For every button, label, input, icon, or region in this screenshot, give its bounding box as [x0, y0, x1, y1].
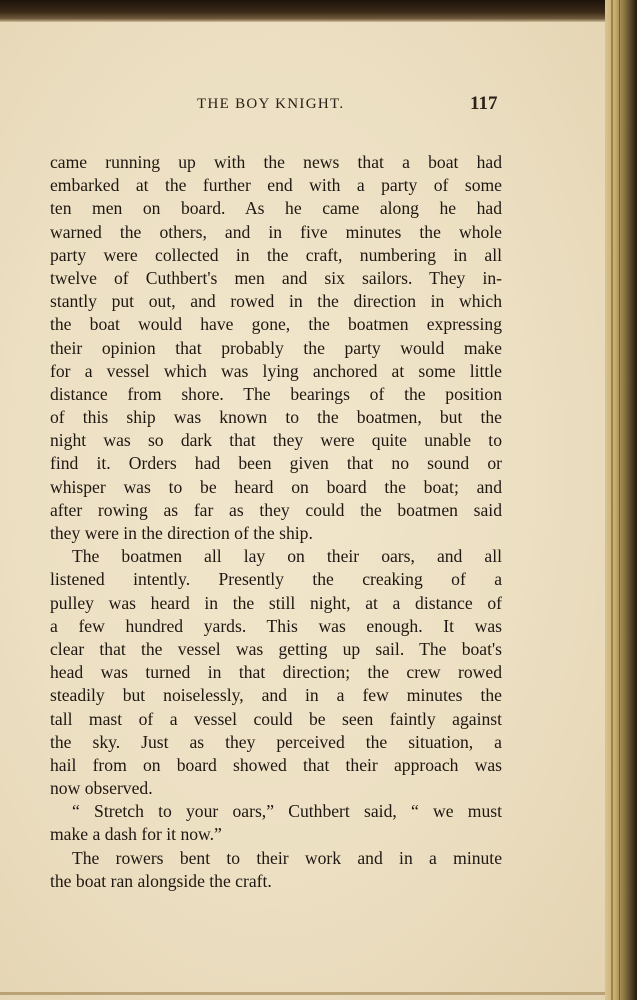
text-line: twelve of Cuthbert's men and six sailors. They in- — [50, 267, 502, 288]
text-line: find it. Orders had been given that no sound or — [50, 453, 502, 474]
text-line: make a dash for it now.” — [50, 824, 222, 845]
running-title: THE BOY KNIGHT. — [197, 96, 345, 112]
text-line: stantly put out, and rowed in the direction in which — [50, 291, 502, 312]
text-line: for a vessel which was lying anchored at some little — [50, 360, 502, 381]
text-line: of this ship was known to the boatmen, but the — [50, 407, 502, 428]
text-line: the sky. Just as they perceived the situation, a — [50, 731, 502, 752]
book-top-edge — [0, 0, 637, 22]
text-line: clear that the vessel was getting up sail. The boat's — [50, 638, 502, 659]
text-line: head was turned in that direction; the crew rowed — [50, 662, 502, 683]
body-text — [50, 151, 502, 893]
running-head — [0, 93, 605, 120]
text-line: came running up with the news that a boat had — [50, 152, 502, 172]
text-line: night was so dark that they were quite unable to — [50, 430, 502, 451]
text-line: whisper was to be heard on board the boat; and — [50, 476, 502, 497]
text-line: “ Stretch to your oars,” Cuthbert said, “ we must — [72, 801, 502, 822]
text-line: steadily but noiselessly, and in a few minutes the — [50, 685, 502, 706]
text-line: ten men on board. As he came along he had — [50, 198, 502, 219]
text-line: warned the others, and in five minutes the whole — [50, 221, 502, 242]
text-line: listened intently. Presently the creaking of a — [50, 569, 502, 590]
book-page-edges — [605, 0, 637, 1000]
text-line: a few hundred yards. This was enough. It was — [50, 615, 502, 636]
text-line: now observed. — [50, 778, 153, 799]
text-line: The boatmen all lay on their oars, and all — [72, 546, 502, 567]
text-line: they were in the direction of the ship. — [50, 523, 313, 543]
text-line: The rowers bent to their work and in a minute — [72, 847, 502, 868]
text-line: tall mast of a vessel could be seen faintly against — [50, 708, 502, 729]
text-line: the boat would have gone, the boatmen expressing — [50, 314, 502, 335]
text-line: distance from shore. The bearings of the position — [50, 383, 502, 404]
text-line: hail from on board showed that their approach was — [50, 754, 502, 775]
text-line: after rowing as far as they could the boatmen said — [50, 499, 502, 520]
text-line: pulley was heard in the still night, at a distance of — [50, 592, 502, 613]
text-line: their opinion that probably the party would make — [50, 337, 502, 358]
text-line: party were collected in the craft, numbering in all — [50, 244, 502, 265]
page-bottom-edge — [0, 992, 605, 995]
page-number: 117 — [470, 93, 498, 114]
text-line: the boat ran alongside the craft. — [50, 870, 272, 891]
text-line: embarked at the further end with a party of some — [50, 175, 502, 196]
